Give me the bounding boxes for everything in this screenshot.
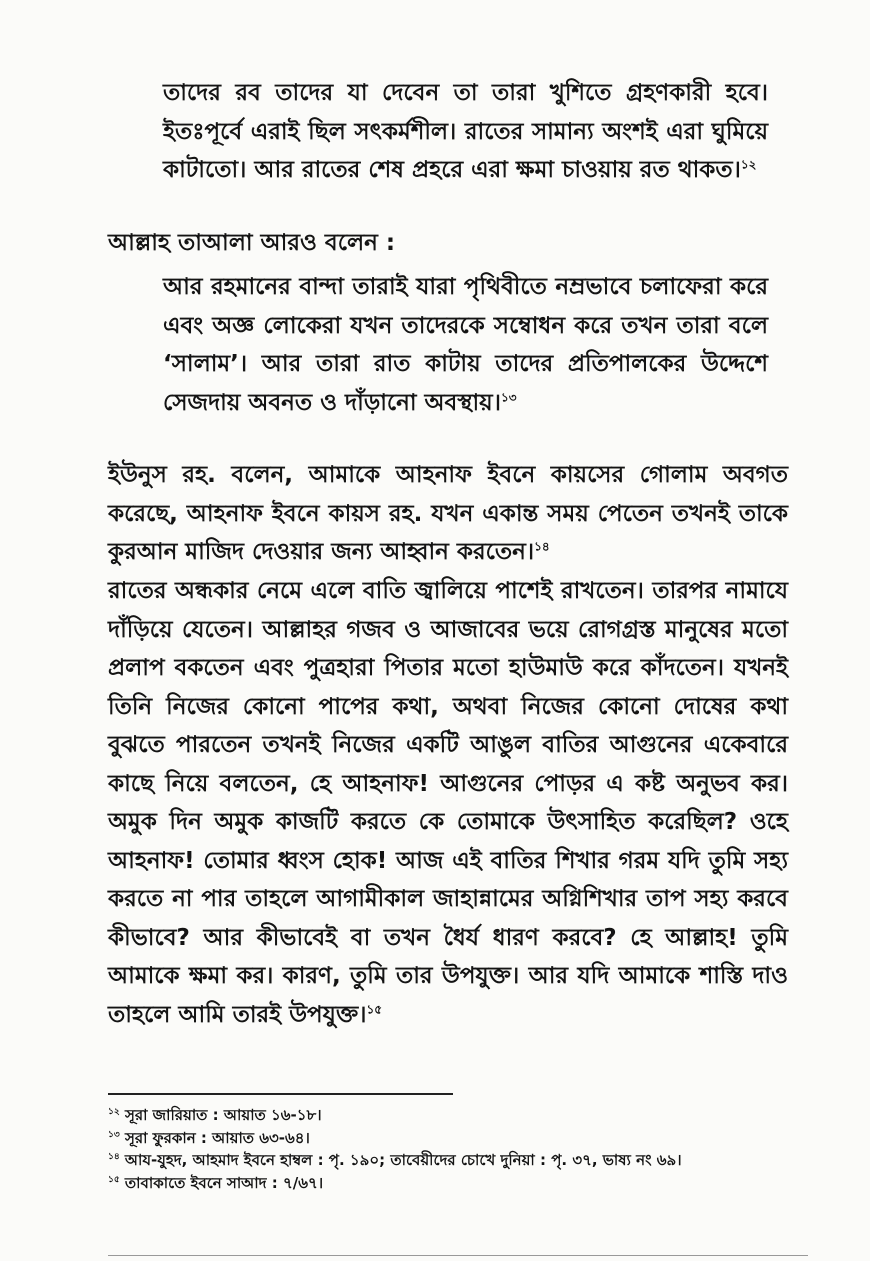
footnote-text: আয-যুহদ, আহমাদ ইবনে হাম্বল : পৃ. ১৯০; তাবেয়ীদের চোখে দুনিয়া : পৃ. ৩৭, ভাষ্য নং ৬৯। bbox=[124, 1151, 682, 1169]
quote-block-1 bbox=[163, 74, 768, 190]
paragraph-4-text: রাতের অন্ধকার নেমে এলে বাতি জ্বালিয়ে পাশেই রাখতেন। তারপর নামাযে দাঁড়িয়ে যেতেন। আল্লাহর গজব ও আজাবের ভয়ে রোগগ্রস্ত মানুষের মতো প্রলাপ বকতেন এবং পুত্রহারা পিতার মতো হাউমাউ করে কাঁদতেন। যখনই তিনি নিজের কোনো পাপের কথা, অথবা নিজের কোনো দোষের কথা বুঝতে পারতেন তখনই নিজের একটি আঙুল বাতির আগুনের একেবারে কাছে নিয়ে বলতেন, হে আহনাফ! আগুনের পোড়র এ কষ্ট অনুভব কর। অমুক দিন অমুক কাজটি করতে কে তোমাকে উৎসাহিত করেছিল? ওহে আহনাফ! তোমার ধ্বংস হোক! আজ এই বাতির শিখার গরম যদি তুমি সহ্য করতে না পার তাহলে আগামীকাল জাহান্নামের অগ্নিশিখার তাপ সহ্য করবে কীভাবে? আর কীভাবেই বা তখন ধৈর্য ধারণ করবে? হে আল্লাহ! তুমি আমাকে ক্ষমা কর। কারণ, তুমি তার উপযুক্ত। আর যদি আমাকে শাস্তি দাও তাহলে আমি তারই উপযুক্ত। bbox=[108, 578, 788, 1028]
paragraph-4 bbox=[108, 572, 788, 1034]
intro-line-2 bbox=[108, 224, 788, 263]
footnote-14 bbox=[108, 1149, 798, 1172]
footnote-number: ১৩ bbox=[108, 1129, 120, 1140]
footnote-ref-12[interactable]: ১২ bbox=[740, 157, 757, 172]
footnote-text: সূরা ফুরকান : আয়াত ৬৩-৬৪। bbox=[124, 1128, 310, 1147]
intro-2-text: আল্লাহ তাআলা আরও বলেন : bbox=[108, 230, 396, 256]
footnote-12 bbox=[108, 1104, 798, 1127]
quote-1-text: তাদের রব তাদের যা দেবেন তা তারা খুশিতে গ্রহণকারী হবে। ইতঃপূর্বে এরাই ছিল সৎকর্মশীল। রাতের সামান্য অংশই এরা ঘুমিয়ে কাটাতো। আর রাতের শেষ প্রহরে এরা ক্ষমা চাওয়ায় রত থাকত। bbox=[163, 80, 768, 183]
paragraph-3 bbox=[108, 456, 788, 572]
footnote-ref-15[interactable]: ১৫ bbox=[366, 1001, 383, 1016]
footnotes bbox=[108, 1104, 798, 1194]
footnote-number: ১৪ bbox=[108, 1152, 120, 1162]
footnote-number: ১৫ bbox=[108, 1174, 120, 1185]
footnote-13 bbox=[108, 1127, 798, 1150]
footnote-text: সূরা জারিয়াত : আয়াত ১৬-১৮। bbox=[124, 1106, 322, 1124]
quote-2-text: আর রহমানের বান্দা তারাই যারা পৃথিবীতে নম্রভাবে চলাফেরা করে এবং অজ্ঞ লোকেরা যখন তাদেরকে সম্বোধন করে তখন তারা বলে ‘সালাম’। আর তারা রাত কাটায় তাদের প্রতিপালকের উদ্দেশে সেজদায় অবনত ও দাঁড়ানো অবস্থায়। bbox=[163, 274, 768, 416]
footnote-ref-13[interactable]: ১৩ bbox=[500, 389, 517, 404]
footnote-number: ১২ bbox=[108, 1107, 120, 1117]
paragraph-3-text: ইউনুস রহ. বলেন, আমাকে আহনাফ ইবনে কায়সের গোলাম অবগত করেছে, আহনাফ ইবনে কায়স রহ. যখন একান্ত সময় পেতেন তখনই তাকে কুরআন মাজিদ দেওয়ার জন্য আহ্বান করতেন। bbox=[108, 462, 788, 565]
quote-block-2 bbox=[163, 268, 768, 422]
footnote-ref-14[interactable]: ১৪ bbox=[534, 539, 550, 554]
footnote-15 bbox=[108, 1172, 798, 1195]
footnote-divider bbox=[108, 1093, 453, 1095]
footnote-text: তাবাকাতে ইবনে সাআদ : ৭/৬৭। bbox=[124, 1173, 324, 1192]
page-bottom-edge bbox=[108, 1255, 808, 1256]
